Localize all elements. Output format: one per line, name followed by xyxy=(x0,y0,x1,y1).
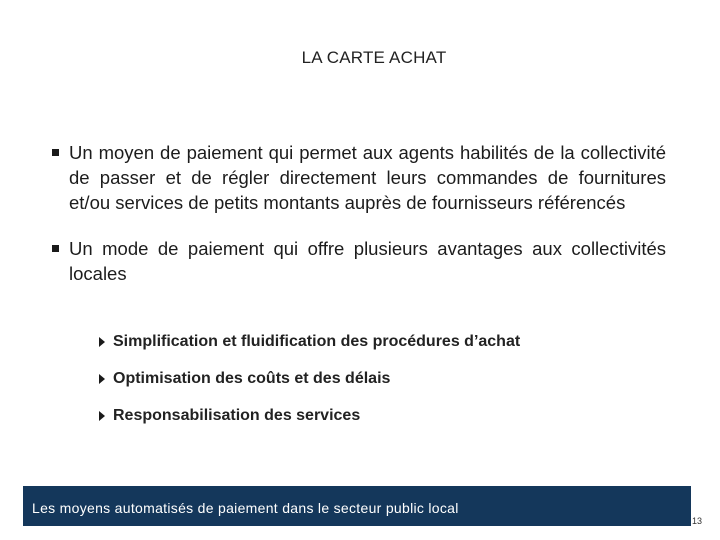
triangle-arrow-icon xyxy=(99,411,105,421)
bullet-text: Un mode de paiement qui offre plusieurs avantages aux collectivités locales xyxy=(69,238,666,284)
bullet-item xyxy=(46,236,666,286)
sub-bullet-item xyxy=(97,331,520,353)
footer-bar xyxy=(23,486,691,526)
sub-bullet-text: Simplification et fluidification des procédures d’achat xyxy=(113,333,521,350)
sub-bullet-item xyxy=(97,405,520,427)
sub-bullet-item xyxy=(97,368,520,390)
slide-title: LA CARTE ACHAT xyxy=(301,48,447,67)
square-bullet-icon xyxy=(52,149,59,156)
bullet-item xyxy=(46,140,666,215)
square-bullet-icon xyxy=(52,245,59,252)
bullet-list xyxy=(46,140,666,286)
sub-bullet-list xyxy=(97,331,520,427)
triangle-arrow-icon xyxy=(99,374,105,384)
footer-text: Les moyens automatisés de paiement dans le secteur public local xyxy=(32,500,459,516)
triangle-arrow-icon xyxy=(99,337,105,347)
bullet-text: Un moyen de paiement qui permet aux agents habilités de la collectivité de passer et de régler directement leurs commandes de fournitures et/ou services de petits montants auprès de fournisseurs référencés xyxy=(69,142,666,213)
sub-bullet-text: Optimisation des coûts et des délais xyxy=(113,370,391,387)
page-number: 13 xyxy=(692,516,703,526)
sub-bullet-text: Responsabilisation des services xyxy=(113,407,361,424)
